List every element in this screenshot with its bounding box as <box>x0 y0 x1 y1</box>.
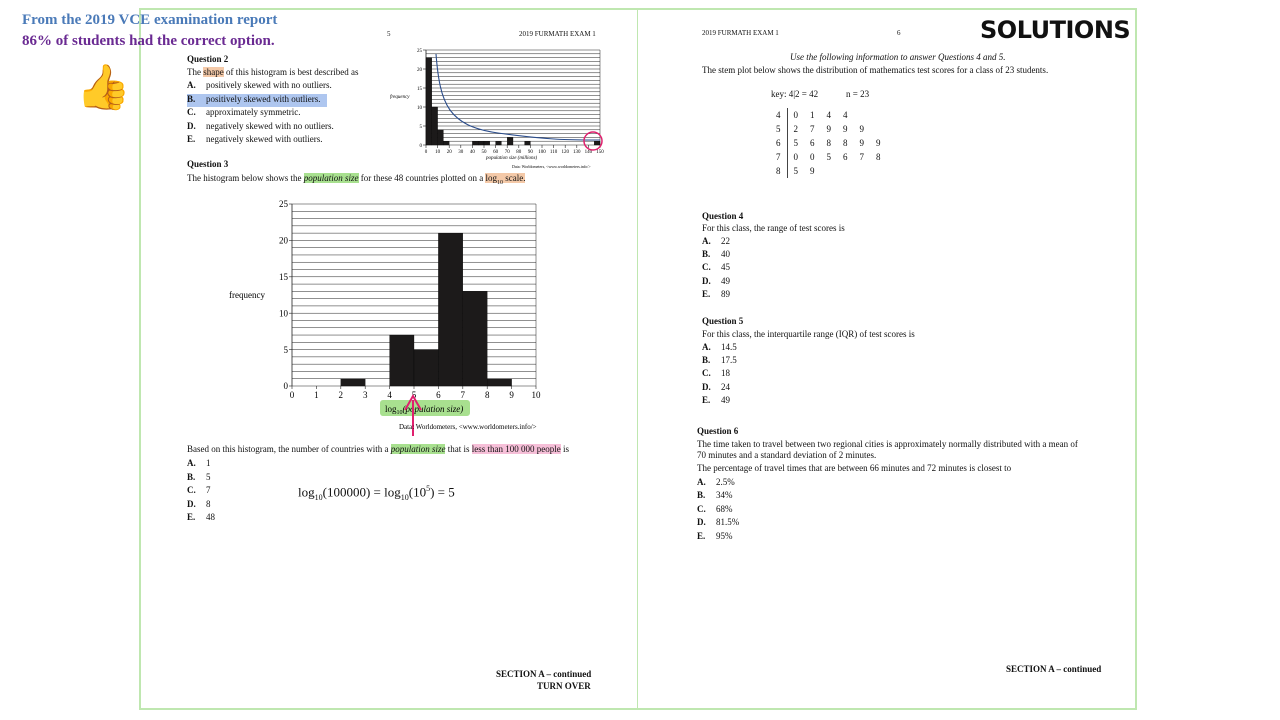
x-tick-label: 70 <box>504 150 510 155</box>
q5-option-b[interactable]: B. 17.5 <box>702 355 737 366</box>
stem-plot-n: n = 23 <box>846 89 870 99</box>
y-tick-label: 20 <box>417 67 422 73</box>
q2-option-a[interactable]: A. positively skewed with no outliers. <box>187 80 332 90</box>
q6-line-2: 70 minutes and a standard deviation of 2 minutes. <box>697 450 877 460</box>
x-tick-label: 2 <box>338 390 344 400</box>
q6-option-e[interactable]: E. 95% <box>697 530 733 541</box>
big-histogram-bars <box>341 233 512 386</box>
q3-question-line: Based on this histogram, the number of countries with a population size that is less than 100 000 people is <box>187 444 569 454</box>
exam-report-note: From the 2019 VCE examination report <box>22 12 278 28</box>
small-histogram-xlabel: population size (millions) <box>486 156 538 161</box>
stem-row: 6 5 6 8 8 9 9 <box>776 138 881 148</box>
y-tick-label: 0 <box>419 143 422 149</box>
q4-option-b[interactable]: B. 40 <box>702 249 730 260</box>
histogram-bar <box>487 379 511 386</box>
stem-plot <box>770 108 887 178</box>
q6-line-3: The percentage of travel times that are between 66 minutes and 72 minutes is closest to <box>697 463 1012 473</box>
q3-option-b[interactable]: B. 5 <box>187 471 211 482</box>
histogram-bar <box>438 130 444 145</box>
q3-option-c[interactable]: C. 7 <box>187 485 211 495</box>
q3-heading: Question 3 <box>187 159 229 169</box>
histogram-bar <box>390 335 414 386</box>
q5-stem: For this class, the interquartile range (IQR) of test scores is <box>702 329 915 339</box>
big-histogram-ylabel: frequency <box>229 290 265 300</box>
x-tick-label: 9 <box>509 390 514 400</box>
q2-option-d[interactable]: D. negatively skewed with no outliers. <box>187 120 334 131</box>
q5-heading: Question 5 <box>702 316 744 326</box>
stem-plot-description: The stem plot below shows the distribution of mathematics test scores for a class of 23 students. <box>702 65 1049 75</box>
q45-intro: Use the following information to answer Questions 4 and 5. <box>790 52 1006 62</box>
q3-answer-population-highlight: population size <box>390 444 446 454</box>
q3-log-scale-highlight: $\log_{10}$ scale. <box>485 173 526 186</box>
left-page-number: 5 <box>387 30 391 38</box>
small-histogram-y-ticks <box>417 49 426 149</box>
right-page-number: 6 <box>897 29 901 37</box>
q4-stem: For this class, the range of test scores is <box>702 223 845 233</box>
q3-options <box>187 458 215 526</box>
x-tick-label: 120 <box>561 150 569 155</box>
histogram-bar <box>594 141 600 145</box>
y-tick-label: 25 <box>417 48 422 54</box>
right-footer-continued: SECTION A – continued <box>1006 664 1102 674</box>
q4-option-e[interactable]: E. 89 <box>702 288 730 299</box>
q5-option-d[interactable]: D. 24 <box>702 381 730 392</box>
q6-option-d[interactable]: D. 81.5% <box>697 517 740 528</box>
histogram-bar <box>507 137 513 145</box>
big-histogram-y-ticks <box>279 199 292 391</box>
x-tick-label: 8 <box>484 390 490 400</box>
q6-option-c[interactable]: C. 68% <box>697 503 733 514</box>
x-tick-label: 150 <box>596 150 604 155</box>
q2-option-b-correct[interactable]: B. positively skewed with outliers. <box>187 94 327 108</box>
x-tick-label: 40 <box>469 150 475 155</box>
q2-stem: The shape of this histogram is best described as <box>187 67 359 77</box>
stem-row: 4 0 1 4 4 <box>776 110 848 120</box>
histogram-bar <box>484 141 490 145</box>
y-tick-label: 10 <box>417 105 422 111</box>
q4-options <box>702 236 730 302</box>
q3-option-a[interactable]: A. 1 <box>187 458 211 468</box>
stem-plot-key: key: 4|2 = 42 <box>771 89 819 99</box>
y-tick-label: 5 <box>419 124 422 130</box>
x-tick-label: 0 <box>289 390 295 400</box>
x-tick-label: 7 <box>460 390 466 400</box>
q2-options <box>187 80 334 148</box>
stem-row: 7 0 0 5 6 7 8 <box>776 152 881 162</box>
x-tick-label: 130 <box>573 150 581 155</box>
histogram-bar <box>525 141 531 145</box>
population-histogram <box>388 44 610 172</box>
x-tick-label: 3 <box>362 390 368 400</box>
q2-option-e[interactable]: E. negatively skewed with outliers. <box>187 134 323 144</box>
y-tick-label: 15 <box>417 86 422 92</box>
q5-option-e[interactable]: E. 49 <box>702 394 730 405</box>
q2-option-c[interactable]: C. approximately symmetric. <box>187 107 301 117</box>
big-histogram-source: Data: Worldometers, <www.worldometers.info/> <box>399 423 537 431</box>
x-tick-label: 30 <box>458 150 464 155</box>
big-histogram-x-ticks <box>290 386 541 400</box>
histogram-bar <box>432 107 438 145</box>
y-tick-label: 0 <box>283 381 288 392</box>
solutions-logo: SOLUTIONS <box>980 16 1131 44</box>
x-tick-label: 0 <box>424 150 428 155</box>
q5-option-a[interactable]: A. 14.5 <box>702 342 737 352</box>
q6-heading: Question 6 <box>697 426 739 436</box>
correct-percentage-note: 86% of students had the correct option. <box>22 33 275 49</box>
histogram-bar <box>472 141 478 145</box>
q3-option-d[interactable]: D. 8 <box>187 498 211 509</box>
stem-row: 5 2 7 9 9 9 <box>776 124 864 134</box>
q3-stem: The histogram below shows the population size for these 48 countries plotted on a $\log_{10}$ scale. <box>187 173 526 186</box>
log-working: $\log_{10}(100000) = \log_{10}(10^5) = 5$ <box>298 484 455 502</box>
histogram-bar <box>443 141 449 145</box>
x-tick-label: 90 <box>527 150 533 155</box>
page-divider <box>637 8 638 710</box>
x-tick-label: 10 <box>435 150 441 155</box>
x-tick-label: 110 <box>549 150 558 155</box>
x-tick-label: 10 <box>531 390 541 400</box>
big-histogram-xlabel: $\log_{10}(population$ size) <box>385 404 464 416</box>
q5-options <box>702 342 737 408</box>
small-histogram-x-ticks <box>425 145 605 155</box>
q6-line-1: The time taken to travel between two regional cities is approximately normally distributed with a mean of <box>697 439 1078 449</box>
q2-heading: Question 2 <box>187 54 229 64</box>
x-tick-label: 20 <box>446 150 452 155</box>
left-footer-turn-over: TURN OVER <box>537 681 591 691</box>
q4-heading: Question 4 <box>702 211 744 221</box>
q6-option-b[interactable]: B. 34% <box>697 490 733 501</box>
y-tick-label: 10 <box>279 308 288 319</box>
q2-shape-highlight: shape <box>203 67 224 77</box>
small-histogram-source: Data: Worldometers, <www.worldometers.info/> <box>512 164 591 169</box>
histogram-bar <box>496 141 502 145</box>
thumbs-up-icon: 👍 <box>76 63 131 112</box>
y-tick-label: 20 <box>279 235 288 246</box>
histogram-bar <box>414 350 438 386</box>
y-tick-label: 5 <box>283 344 288 355</box>
q3-less-than-highlight: less than 100 000 people <box>471 444 561 454</box>
log-population-histogram <box>225 196 565 436</box>
q3-option-e[interactable]: E. 48 <box>187 512 215 522</box>
histogram-bar <box>438 233 462 386</box>
x-tick-label: 50 <box>481 150 487 155</box>
histogram-bar <box>478 141 484 145</box>
x-tick-label: 1 <box>314 390 319 400</box>
x-tick-label: 6 <box>436 390 441 400</box>
q4-option-a[interactable]: A. 22 <box>702 236 730 246</box>
histogram-bar <box>341 379 365 386</box>
q4-option-c[interactable]: C. 45 <box>702 262 730 273</box>
small-histogram-ylabel: frequency <box>390 95 410 100</box>
small-histogram-bars <box>426 58 600 145</box>
left-footer-continued: SECTION A – continued <box>496 669 592 679</box>
small-histogram-grid <box>426 50 600 145</box>
q3-population-size-highlight: population size <box>303 173 359 183</box>
x-tick-label: 60 <box>493 150 499 155</box>
skew-curve-annotation <box>436 54 600 140</box>
y-tick-label: 25 <box>279 199 288 210</box>
q4-option-d[interactable]: D. 49 <box>702 275 730 286</box>
q6-option-a[interactable]: A. 2.5% <box>697 477 735 487</box>
x-tick-label: 140 <box>584 150 593 155</box>
q6-options <box>697 477 739 544</box>
x-tick-label: 80 <box>516 150 522 155</box>
x-tick-label: 100 <box>538 150 546 155</box>
histogram-bar <box>463 291 487 386</box>
stem-row: 8 5 9 <box>776 166 815 176</box>
left-exam-title: 2019 FURMATH EXAM 1 <box>519 30 596 38</box>
x-tick-label: 5 <box>411 390 417 400</box>
x-tick-label: 4 <box>387 390 392 400</box>
histogram-bar <box>426 58 432 145</box>
right-exam-title: 2019 FURMATH EXAM 1 <box>702 29 779 37</box>
q5-option-c[interactable]: C. 18 <box>702 368 730 379</box>
y-tick-label: 15 <box>279 271 288 282</box>
